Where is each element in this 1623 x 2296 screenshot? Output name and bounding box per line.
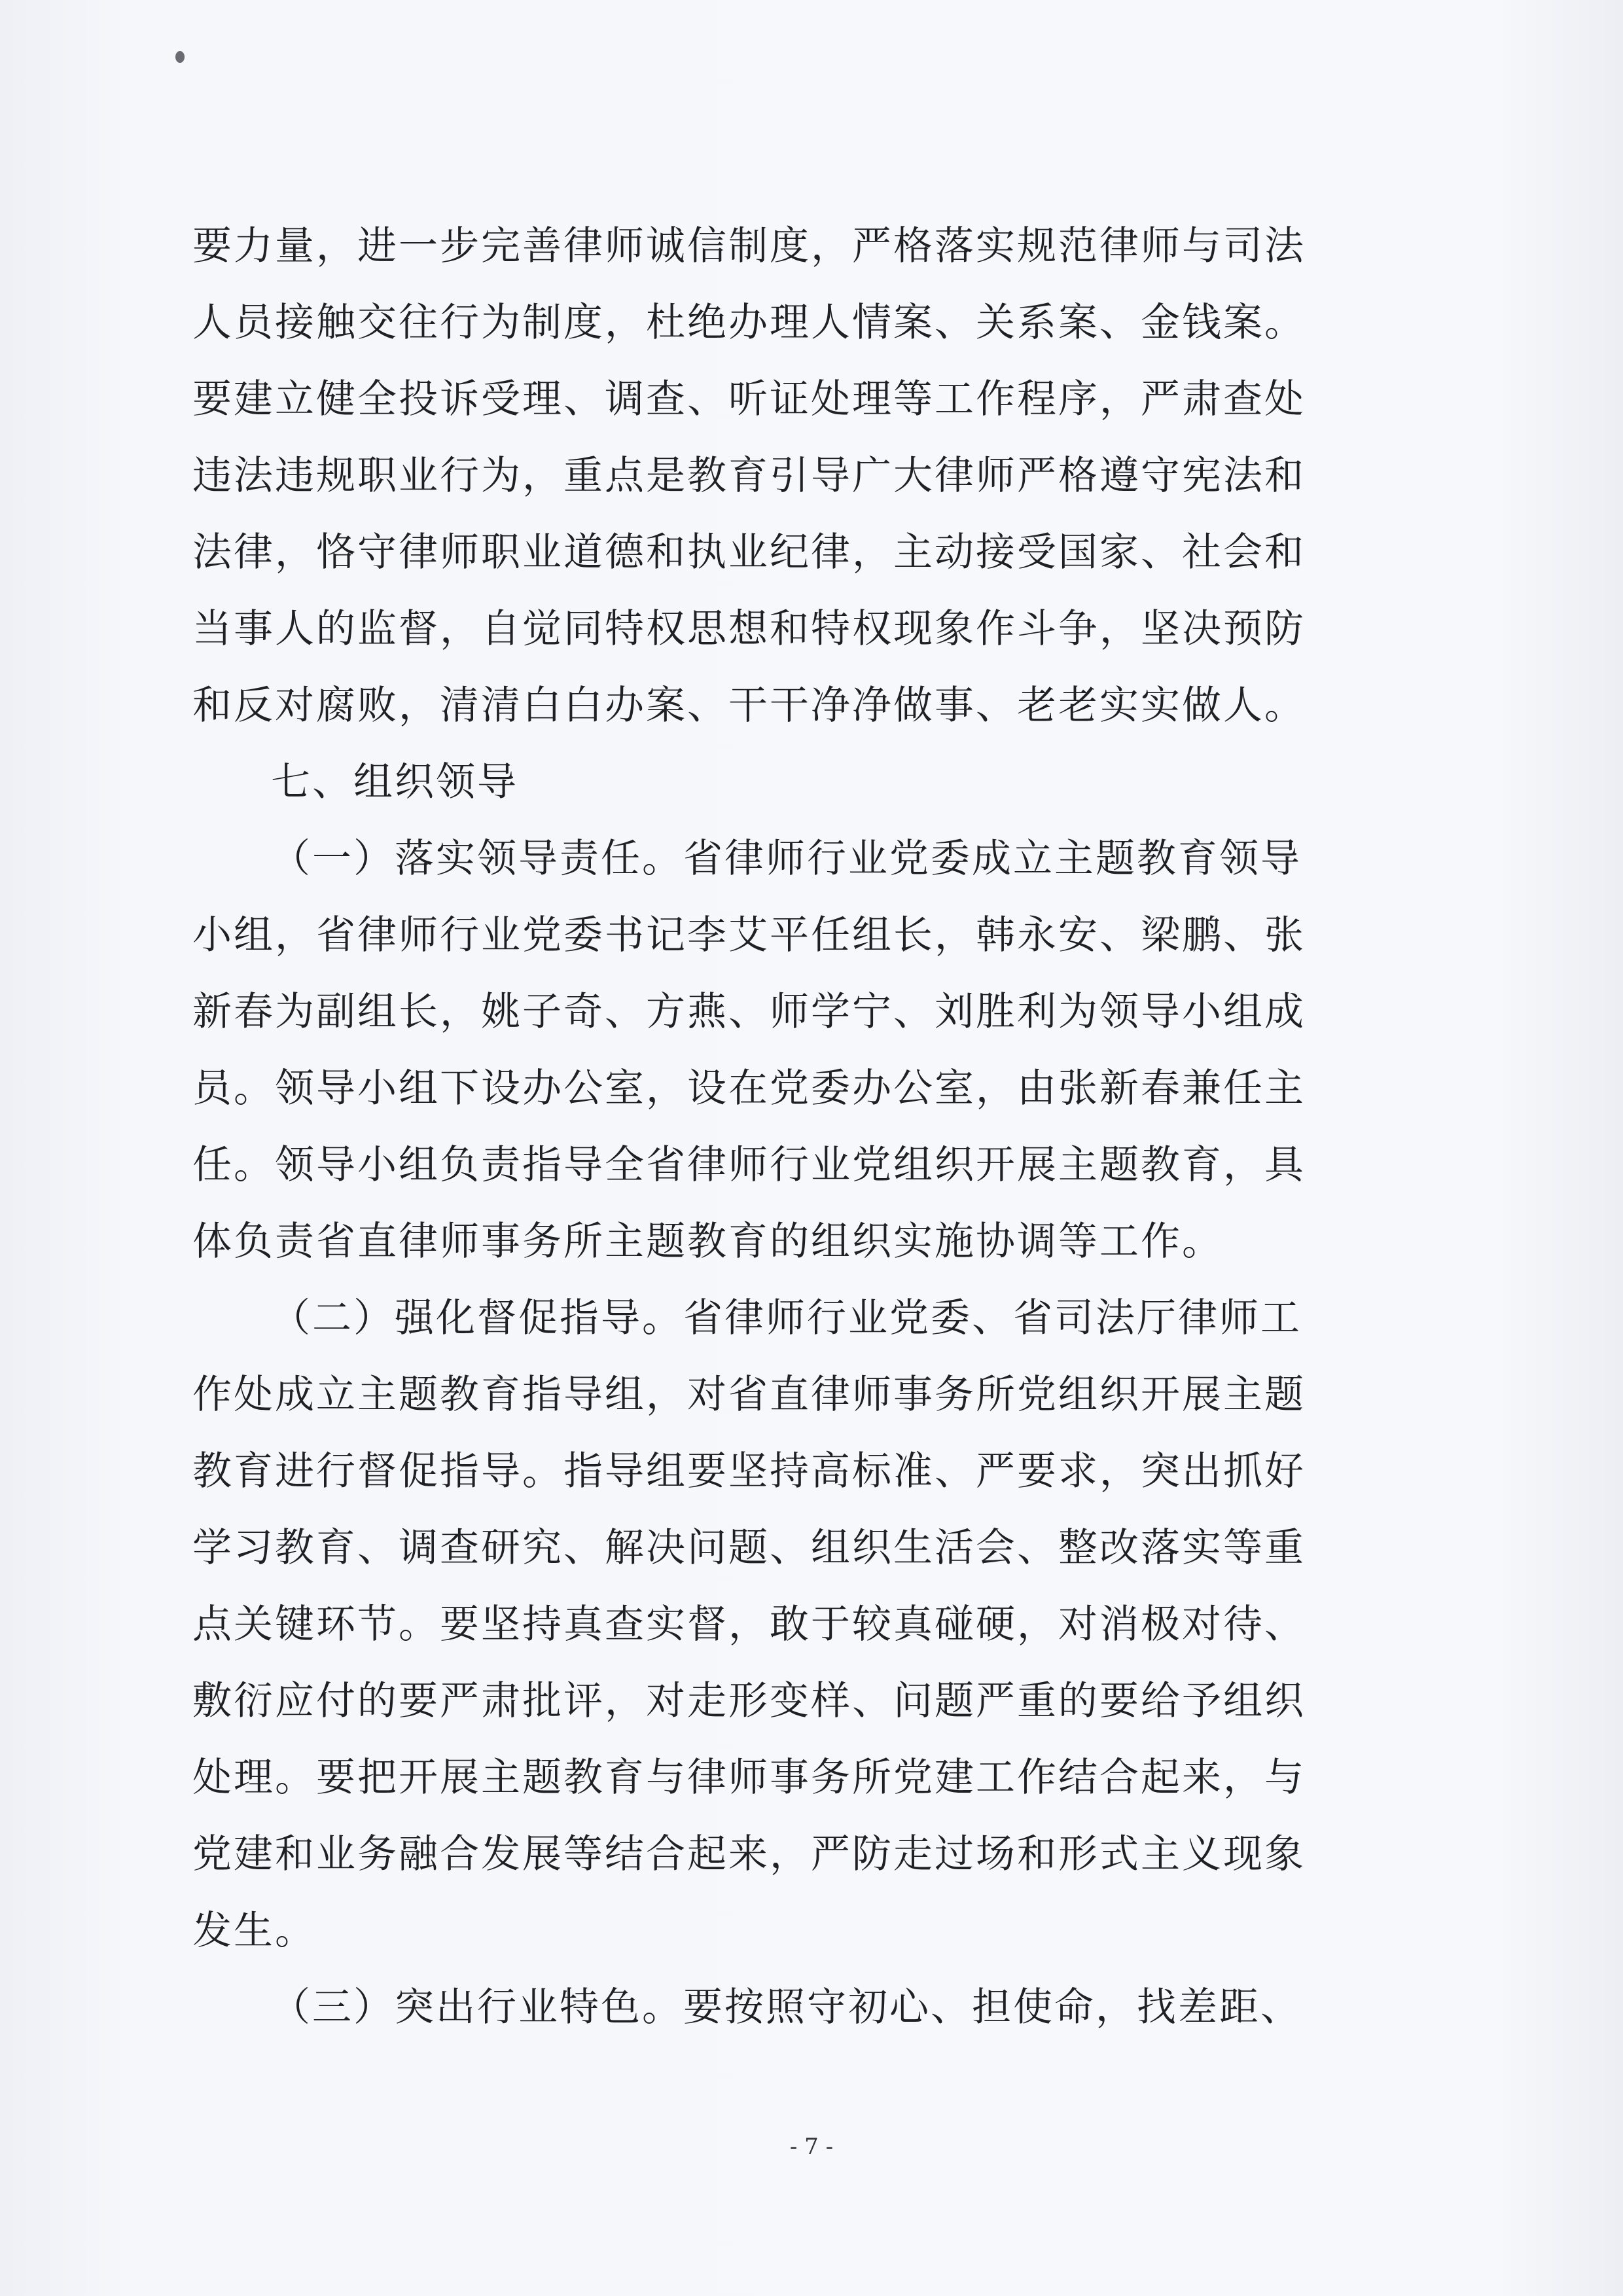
text-line: 点关键环节。要坚持真查实督，敢于较真碰硬，对消极对待、 — [192, 1602, 1306, 1647]
text-line: 小组，省律师行业党委书记李艾平任组长，韩永安、梁鹏、张 — [192, 912, 1306, 958]
text-line: 作处成立主题教育指导组，对省直律师事务所党组织开展主题 — [192, 1372, 1306, 1418]
text-line: 违法违规职业行为，重点是教育引导广大律师严格遵守宪法和 — [192, 453, 1306, 499]
text-line: 任。领导小组负责指导全省律师行业党组织开展主题教育，具 — [192, 1142, 1306, 1188]
text-line: 教育进行督促指导。指导组要坚持高标准、严要求，突出抓好 — [192, 1448, 1306, 1494]
text-line: 发生。 — [192, 1908, 316, 1954]
subsection-first-line: （一）落实领导责任。省律师行业党委成立主题教育领导 — [271, 836, 1302, 882]
page-number: - 7 - — [789, 2134, 834, 2160]
subsection-first-line: （二）强化督促指导。省律师行业党委、省司法厅律师工 — [271, 1295, 1302, 1341]
text-line: 要力量，进一步完善律师诚信制度，严格落实规范律师与司法 — [192, 223, 1306, 269]
text-line: 处理。要把开展主题教育与律师事务所党建工作结合起来，与 — [192, 1755, 1306, 1801]
text-line: 要建立健全投诉受理、调查、听证处理等工作程序，严肃查处 — [192, 376, 1306, 422]
text-line: 体负责省直律师事务所主题教育的组织实施协调等工作。 — [192, 1219, 1223, 1265]
text-line: 法律，恪守律师职业道德和执业纪律，主动接受国家、社会和 — [192, 529, 1306, 575]
section-heading: 七、组织领导 — [271, 759, 518, 805]
text-line: 人员接触交往行为制度，杜绝办理人情案、关系案、金钱案。 — [192, 300, 1306, 346]
text-line: 员。领导小组下设办公室，设在党委办公室，由张新春兼任主 — [192, 1066, 1306, 1111]
text-line: 敷衍应付的要严肃批评，对走形变样、问题严重的要给予组织 — [192, 1678, 1306, 1724]
document-body — [192, 208, 1351, 2046]
text-line: 当事人的监督，自觉同特权思想和特权现象作斗争，坚决预防 — [192, 606, 1306, 652]
text-line: 党建和业务融合发展等结合起来，严防走过场和形式主义现象 — [192, 1831, 1306, 1877]
scan-mark — [175, 51, 185, 63]
text-line: 新春为副组长，姚子奇、方燕、师学宁、刘胜利为领导小组成 — [192, 989, 1306, 1035]
text-line: 学习教育、调查研究、解决问题、组织生活会、整改落实等重 — [192, 1525, 1306, 1571]
text-line: 和反对腐败，清清白白办案、干干净净做事、老老实实做人。 — [192, 683, 1306, 728]
subsection-first-line: （三）突出行业特色。要按照守初心、担使命，找差距、 — [271, 1984, 1302, 2030]
